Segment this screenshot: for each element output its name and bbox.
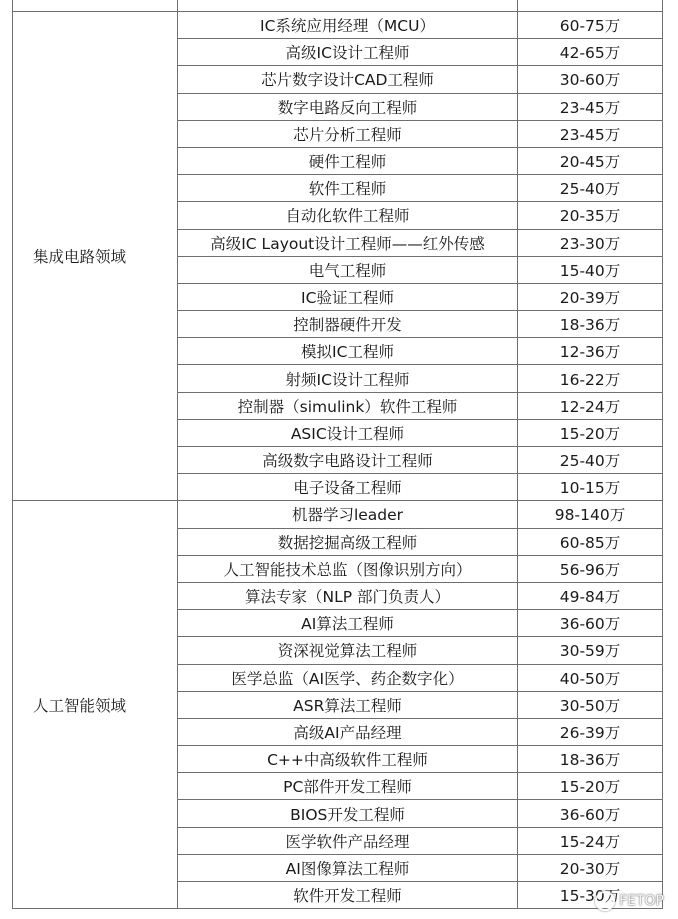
salary-cell: 60-75万 [518,12,663,39]
job-title-cell: 资深视觉算法工程师 [178,637,518,664]
salary-cell: 12-24万 [518,392,663,419]
salary-table-body [13,0,663,909]
job-title-cell: PC部件开发工程师 [178,773,518,800]
job-title-cell: 医学软件产品经理 [178,827,518,854]
salary-cell: 40-50万 [518,664,663,691]
job-title-cell: 芯片数字设计CAD工程师 [178,66,518,93]
salary-cell: 20-35万 [518,202,663,229]
job-title-cell: 高级数字电路设计工程师 [178,447,518,474]
job-title-cell: IC系统应用经理（MCU） [178,12,518,39]
salary-table [12,0,663,909]
salary-cell: 25-40万 [518,447,663,474]
job-title-cell: 高级IC Layout设计工程师——红外传感 [178,229,518,256]
salary-cell: 12-36万 [518,338,663,365]
salary-cell: 10-15万 [518,474,663,501]
salary-cell: 30-59万 [518,637,663,664]
salary-cell: 16-22万 [518,365,663,392]
job-title-cell: 机器学习leader [178,501,518,528]
job-title-cell: 模拟IC工程师 [178,338,518,365]
job-title-cell: 软件工程师 [178,175,518,202]
salary-cell: 25-40万 [518,175,663,202]
salary-cell: 60-85万 [518,528,663,555]
watermark-text: FETOP [619,893,664,909]
job-title-cell: 硬件工程师 [178,147,518,174]
salary-cell: 36-60万 [518,800,663,827]
salary-cell: 18-36万 [518,746,663,773]
job-title-cell: 射频IC设计工程师 [178,365,518,392]
job-title-cell: 数字电路反向工程师 [178,93,518,120]
salary-cell: 98-140万 [518,501,663,528]
job-title-cell: C++中高级软件工程师 [178,746,518,773]
table-row [13,12,663,39]
salary-cell: 15-24万 [518,827,663,854]
job-title-cell: 医学总监（AI医学、药企数字化） [178,664,518,691]
stub-cell [518,0,663,12]
salary-cell: 15-20万 [518,773,663,800]
job-title-cell: AI图像算法工程师 [178,854,518,881]
salary-cell: 36-60万 [518,610,663,637]
salary-cell: 23-45万 [518,93,663,120]
job-title-cell: 人工智能技术总监（图像识别方向） [178,555,518,582]
job-title-cell: 芯片分析工程师 [178,120,518,147]
salary-cell: 20-39万 [518,283,663,310]
salary-cell: 15-30万 [518,882,663,909]
salary-cell: 30-60万 [518,66,663,93]
salary-cell: 15-40万 [518,256,663,283]
job-title-cell: ASR算法工程师 [178,691,518,718]
domain-cell: 人工智能领域 [13,501,178,909]
job-title-cell: 控制器（simulink）软件工程师 [178,392,518,419]
domain-cell: 集成电路领域 [13,12,178,501]
job-title-cell: 高级IC设计工程师 [178,39,518,66]
job-title-cell: 高级AI产品经理 [178,718,518,745]
table-row [13,501,663,528]
salary-cell: 42-65万 [518,39,663,66]
wechat-logo-icon [595,891,615,911]
salary-cell: 56-96万 [518,555,663,582]
salary-cell: 18-36万 [518,311,663,338]
salary-cell: 20-30万 [518,854,663,881]
job-title-cell: IC验证工程师 [178,283,518,310]
salary-cell: 23-45万 [518,120,663,147]
job-title-cell: 软件开发工程师 [178,882,518,909]
job-title-cell: AI算法工程师 [178,610,518,637]
salary-cell: 23-30万 [518,229,663,256]
stub-cell [13,0,178,12]
salary-cell: 49-84万 [518,582,663,609]
job-title-cell: BIOS开发工程师 [178,800,518,827]
salary-cell: 26-39万 [518,718,663,745]
watermark [595,891,664,911]
job-title-cell: ASIC设计工程师 [178,419,518,446]
salary-cell: 30-50万 [518,691,663,718]
job-title-cell: 电子设备工程师 [178,474,518,501]
salary-cell: 15-20万 [518,419,663,446]
job-title-cell: 算法专家（NLP 部门负责人） [178,582,518,609]
job-title-cell: 电气工程师 [178,256,518,283]
stub-cell [178,0,518,12]
job-title-cell: 自动化软件工程师 [178,202,518,229]
job-title-cell: 控制器硬件开发 [178,311,518,338]
table-row-stub [13,0,663,12]
salary-cell: 20-45万 [518,147,663,174]
job-title-cell: 数据挖掘高级工程师 [178,528,518,555]
